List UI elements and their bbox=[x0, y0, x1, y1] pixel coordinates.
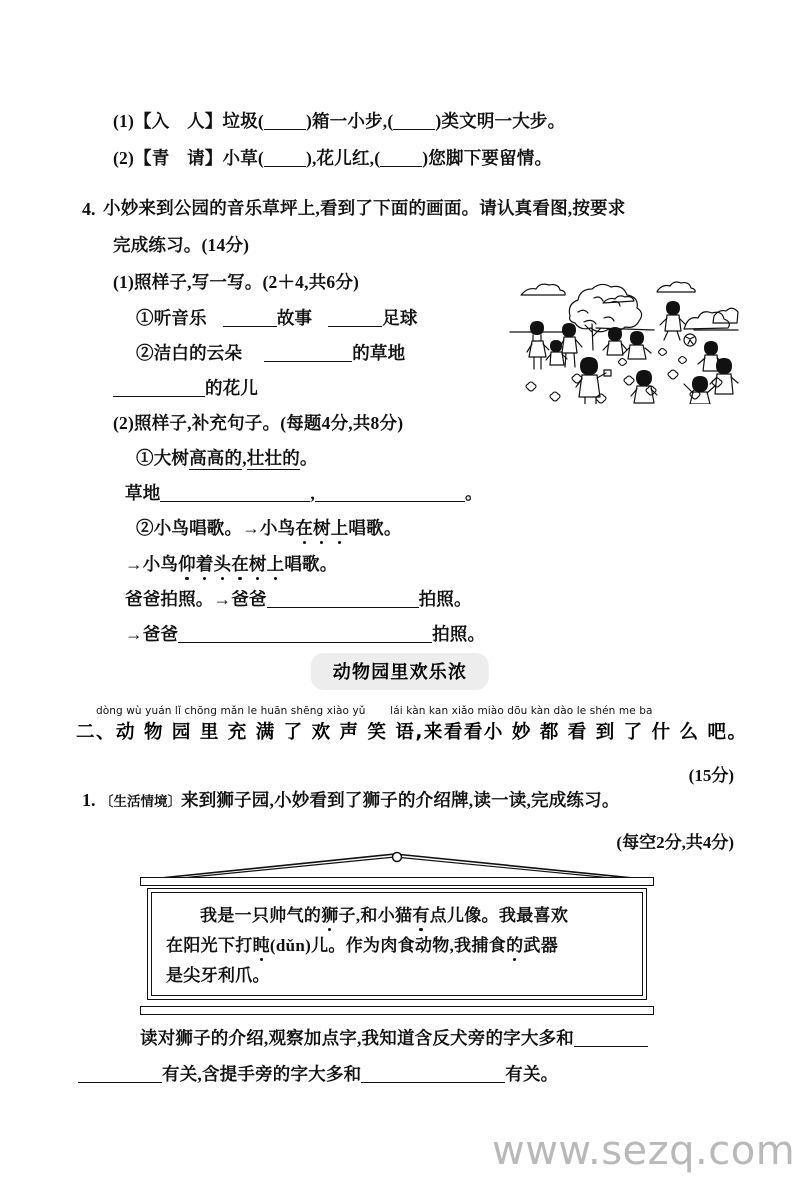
question-1-stem-text: 来到狮子园,小妙看到了狮子的介绍牌,读一读,完成练习。 bbox=[181, 790, 620, 810]
answer-period: 。 bbox=[464, 483, 483, 503]
sample-subject: 大树 bbox=[153, 448, 190, 468]
sample-underlined-1: 高高的 bbox=[189, 448, 243, 468]
sign-panel bbox=[147, 888, 647, 1000]
item-part-b: ),花儿红,( bbox=[305, 148, 381, 168]
answer-blank[interactable] bbox=[393, 115, 435, 130]
noun-2: 足球 bbox=[382, 308, 418, 328]
sample-period: 。 bbox=[299, 448, 318, 468]
sign-text-line2: 在阳光下打盹(dǔn)儿。作为肉食动物,我捕食的武器 bbox=[166, 936, 559, 955]
exercise-4-sub2-item2-line2 bbox=[125, 556, 337, 574]
sign-text-line3: 是尖牙利爪。 bbox=[166, 966, 270, 985]
sample-phrase: 听音乐 bbox=[153, 308, 207, 328]
item-part-a: 小草( bbox=[222, 148, 264, 168]
sentence-part-b: 拍照。 bbox=[432, 624, 486, 644]
exercise-4-sub2-item1-answer bbox=[125, 485, 483, 503]
item-marker: ① bbox=[136, 448, 154, 468]
sign-hook-icon bbox=[387, 850, 407, 866]
sample-underlined-2: 壮壮的 bbox=[246, 448, 300, 468]
answer-blank[interactable] bbox=[264, 152, 306, 167]
exercise-4-sub1-item2-line1 bbox=[136, 345, 405, 363]
sub1-label: (1) bbox=[113, 272, 135, 292]
item-part-a: 垃圾( bbox=[222, 111, 264, 131]
arrow-prefix: →小鸟 bbox=[125, 554, 179, 574]
sentence-part-a: 小鸟唱歌。→小鸟 bbox=[153, 518, 296, 538]
answer-text-a: 读对狮子的介绍,观察加点字,我知道含反犬旁的字大多和 bbox=[140, 1028, 574, 1048]
item-bracket: 【入 人】 bbox=[134, 111, 223, 131]
section-two-score: (15分) bbox=[688, 766, 734, 785]
emphasis-chars-1: 在树上 bbox=[295, 518, 349, 538]
exercise-4-sub2-item2-line3 bbox=[125, 591, 472, 609]
item-part-b: )箱一小步,( bbox=[305, 111, 394, 131]
sentence-part-b: 唱歌。 bbox=[348, 518, 402, 538]
section-two-heading: 二、动 物 园 里 充 满 了 欢 声 笑 语,来看看小 妙 都 看 到 了 什 么 吧。 bbox=[76, 722, 748, 743]
answer-blank[interactable] bbox=[264, 347, 352, 362]
sign-panel-inner bbox=[151, 892, 643, 996]
sentence-part-a: 爸爸拍照。→爸爸 bbox=[125, 589, 267, 609]
question-1-score: (每空2分,共4分) bbox=[616, 833, 734, 852]
noun-1: 故事 bbox=[276, 308, 313, 328]
lion-sign-board bbox=[137, 850, 657, 1015]
item-number: (2) bbox=[113, 148, 135, 168]
answer-blank[interactable] bbox=[315, 487, 465, 502]
answer-subject: 草地 bbox=[125, 483, 161, 503]
arrow-prefix: →爸爸 bbox=[125, 624, 179, 644]
question-1-answer-line2 bbox=[78, 1066, 558, 1084]
sub2-label: (2) bbox=[113, 413, 135, 433]
item-part-c: )类文明一大步。 bbox=[435, 111, 566, 131]
answer-blank[interactable] bbox=[380, 152, 422, 167]
answer-blank[interactable] bbox=[78, 1068, 162, 1083]
site-watermark: www.sezq.com bbox=[492, 1128, 796, 1174]
exercise-4-sub2-title bbox=[113, 415, 403, 433]
noun-phrase-1: 的草地 bbox=[352, 343, 406, 363]
answer-text-b: 有关,含提手旁的字大多和 bbox=[162, 1064, 362, 1084]
exercise-4-sub1-item1 bbox=[136, 310, 418, 328]
exercise-4-sub2-item2-line4 bbox=[125, 626, 485, 644]
exercise-4-sub1-item2-line2 bbox=[113, 380, 258, 398]
item-marker: ① bbox=[136, 308, 154, 328]
item-bracket: 【青 请】 bbox=[134, 148, 223, 168]
answer-blank[interactable] bbox=[223, 312, 277, 327]
sign-text-line1: 我是一只帅气的狮子,和小猫有点儿像。我最喜欢 bbox=[200, 906, 569, 925]
item-marker: ② bbox=[136, 518, 154, 538]
exercise-4-stem-line1: 小妙来到公园的音乐草坪上,看到了下面的画面。请认真看图,按要求 bbox=[103, 198, 626, 218]
question-1-number: 1. bbox=[82, 790, 96, 810]
answer-blank[interactable] bbox=[361, 1068, 505, 1083]
pinyin-annotation: dòng wù yuán lǐ chōng mǎn le huān shēng xiào yǔ lái kàn kan xiǎo miào dōu kàn dào le shén me ba bbox=[96, 705, 653, 717]
scenario-tag: 〔生活情境〕 bbox=[100, 794, 181, 809]
item-part-c: )您脚下要留情。 bbox=[422, 148, 553, 168]
section-two-sentence bbox=[76, 703, 748, 744]
section-banner: 动物园里欢乐浓 bbox=[311, 653, 489, 690]
noun-phrase-2: 的花儿 bbox=[205, 378, 259, 398]
question-1-stem bbox=[100, 792, 620, 810]
exercise-4-number: 4. bbox=[82, 199, 96, 219]
item-number: (1) bbox=[113, 111, 135, 131]
sample-comma: , bbox=[242, 448, 247, 468]
answer-blank[interactable] bbox=[328, 312, 382, 327]
sign-bottom-bar bbox=[140, 1006, 654, 1015]
answer-blank[interactable] bbox=[264, 115, 306, 130]
answer-blank[interactable] bbox=[574, 1032, 648, 1047]
exercise-4-sub2-item1-sample bbox=[136, 450, 318, 468]
sentence-part-b: 唱歌。 bbox=[284, 554, 338, 574]
answer-blank[interactable] bbox=[267, 593, 419, 608]
exercise-4-sub1-title bbox=[113, 274, 359, 292]
sample-phrase: 洁白的云朵 bbox=[153, 343, 243, 363]
answer-blank[interactable] bbox=[113, 382, 205, 397]
sub2-title-text: 照样子,补充句子。(每题4分,共8分) bbox=[134, 413, 404, 433]
sign-top-bar bbox=[140, 877, 654, 886]
sentence-part-b: 拍照。 bbox=[418, 589, 472, 609]
exercise-3-item-1 bbox=[113, 113, 565, 131]
exercise-3-item-2 bbox=[113, 150, 552, 168]
answer-blank[interactable] bbox=[178, 628, 432, 643]
item-marker: ② bbox=[136, 343, 154, 363]
answer-blank[interactable] bbox=[160, 487, 310, 502]
emphasis-chars-2: 仰着头在树上 bbox=[178, 554, 285, 574]
question-1-answer-line1 bbox=[140, 1030, 648, 1048]
sub1-title-text: 照样子,写一写。(2＋4,共6分) bbox=[134, 272, 360, 292]
answer-text-c: 有关。 bbox=[505, 1064, 559, 1084]
park-illustration bbox=[508, 272, 740, 404]
exercise-4-stem-line2: 完成练习。(14分) bbox=[113, 235, 250, 255]
exercise-4-sub2-item2-line1 bbox=[136, 520, 402, 538]
answer-comma: , bbox=[310, 483, 315, 503]
